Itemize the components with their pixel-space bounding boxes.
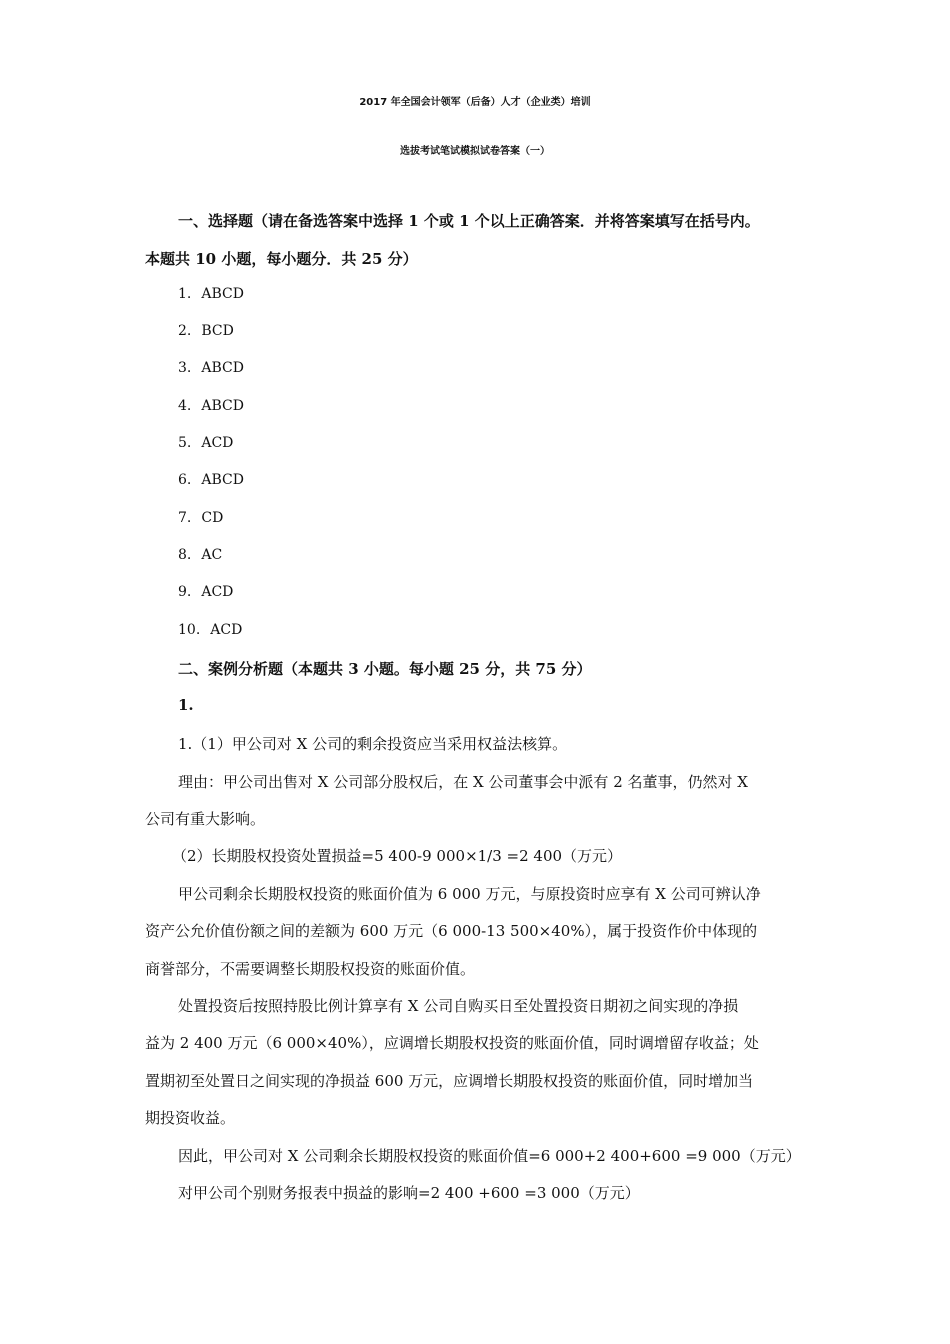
answer-number: 5. bbox=[178, 435, 192, 451]
question-1-label: 1. bbox=[178, 696, 194, 714]
paragraph-6: 因此，甲公司对 X 公司剩余长期股权投资的账面价值=6 000+2 400+600 =9 000（万元） bbox=[178, 1147, 801, 1165]
answer-item bbox=[178, 510, 223, 526]
paragraph-5-line3: 置期初至处置日之间实现的净损益 600 万元，应调增长期股权投资的账面价值，同时增加当 bbox=[145, 1072, 754, 1090]
answer-value: CD bbox=[201, 510, 224, 526]
answer-value: ACD bbox=[201, 435, 234, 451]
answer-value: AC bbox=[201, 547, 223, 563]
paragraph-4-line1: 甲公司剩余长期股权投资的账面价值为 6 000 万元，与原投资时应享有 X 公司可辨认净 bbox=[178, 885, 761, 903]
answer-item bbox=[178, 472, 244, 488]
paragraph-5-line4: 期投资收益。 bbox=[145, 1109, 236, 1127]
answer-value: ACD bbox=[201, 584, 234, 600]
paragraph-2-line1: 理由：甲公司出售对 X 公司部分股权后，在 X 公司董事会中派有 2 名董事，仍然对 X bbox=[178, 773, 748, 791]
answer-value: ABCD bbox=[201, 472, 244, 488]
paragraph-1: 1.（1）甲公司对 X 公司的剩余投资应当采用权益法核算。 bbox=[178, 735, 568, 753]
answer-number: 6. bbox=[178, 472, 192, 488]
answer-number: 3. bbox=[178, 360, 192, 376]
answer-number: 10. bbox=[178, 622, 201, 638]
paragraph-7: 对甲公司个别财务报表中损益的影响=2 400 +600 =3 000（万元） bbox=[178, 1184, 640, 1202]
answer-value: ABCD bbox=[201, 360, 244, 376]
paragraph-5-line2: 益为 2 400 万元（6 000×40%），应调增长期股权投资的账面价值，同时调增留存收益；处 bbox=[145, 1034, 759, 1052]
answer-item bbox=[178, 286, 244, 302]
title-line-2: 选拔考试笔试模拟试卷答案（一） bbox=[400, 146, 550, 157]
answer-item bbox=[178, 360, 244, 376]
answer-number: 2. bbox=[178, 323, 192, 339]
paragraph-2-line2: 公司有重大影响。 bbox=[145, 810, 266, 828]
paragraph-4-line3: 商誉部分，不需要调整长期股权投资的账面价值。 bbox=[145, 960, 476, 978]
answer-item bbox=[178, 435, 233, 451]
section2-heading: 二、案例分析题（本题共 3 小题。每小题 25 分，共 75 分） bbox=[178, 660, 592, 678]
answer-number: 7. bbox=[178, 510, 192, 526]
answer-number: 4. bbox=[178, 398, 192, 414]
answer-value: BCD bbox=[201, 323, 234, 339]
title-line-1: 2017 年全国会计领军（后备）人才（企业类）培训 bbox=[359, 97, 591, 108]
answer-value: ABCD bbox=[201, 398, 244, 414]
section1-heading-line2: 本题共 10 小题，每小题分．共 25 分） bbox=[145, 250, 418, 268]
answer-item bbox=[178, 323, 234, 339]
answer-item bbox=[178, 398, 244, 414]
answer-number: 9. bbox=[178, 584, 192, 600]
answer-item bbox=[178, 547, 222, 563]
answer-item bbox=[178, 584, 233, 600]
answer-value: ACD bbox=[210, 622, 243, 638]
answer-item bbox=[178, 622, 242, 638]
answer-number: 8. bbox=[178, 547, 192, 563]
answer-number: 1. bbox=[178, 286, 192, 302]
paragraph-3: （2）长期股权投资处置损益=5 400-9 000×1/3 =2 400（万元） bbox=[172, 847, 623, 865]
paragraph-5-line1: 处置投资后按照持股比例计算享有 X 公司自购买日至处置投资日期初之间实现的净损 bbox=[178, 997, 739, 1015]
answer-value: ABCD bbox=[201, 286, 244, 302]
paragraph-4-line2: 资产公允价值份额之间的差额为 600 万元（6 000-13 500×40%），属于投资作价中体现的 bbox=[145, 922, 758, 940]
section1-heading-line1: 一、选择题（请在备选答案中选择 1 个或 1 个以上正确答案．并将答案填写在括号内。 bbox=[178, 212, 760, 230]
